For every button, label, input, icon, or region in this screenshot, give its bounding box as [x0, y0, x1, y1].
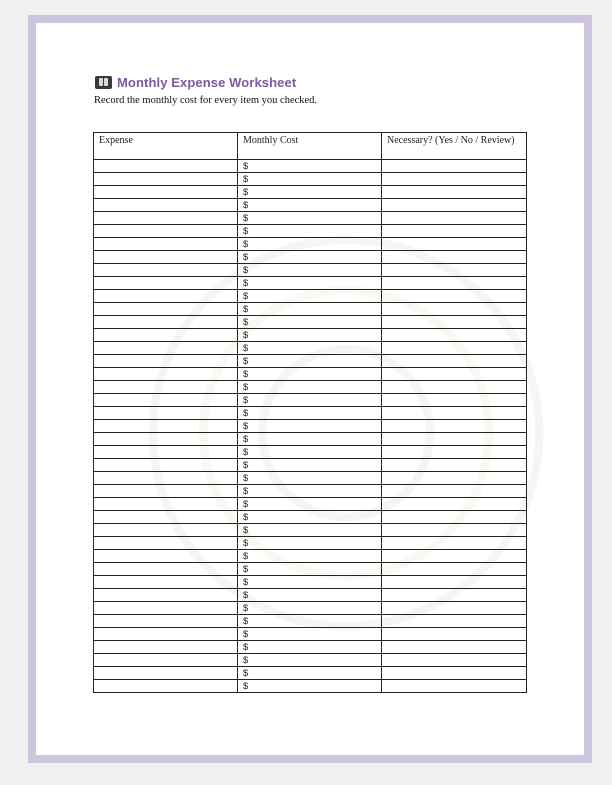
table-row: [94, 420, 527, 433]
dollar-sign: $: [243, 304, 249, 315]
dollar-sign: $: [243, 187, 249, 198]
table-body: [94, 160, 527, 693]
dollar-sign: $: [243, 603, 249, 614]
dollar-sign: $: [243, 382, 249, 393]
table-row: [94, 277, 527, 290]
necessary-cell[interactable]: [382, 160, 527, 173]
table-row: [94, 459, 527, 472]
table-row: [94, 407, 527, 420]
dollar-sign: $: [243, 317, 249, 328]
monthly-cost-cell[interactable]: [238, 537, 382, 550]
dollar-sign: $: [243, 564, 249, 575]
expense-cell[interactable]: [94, 238, 238, 251]
necessary-cell[interactable]: [382, 355, 527, 368]
table-row: [94, 186, 527, 199]
dollar-sign: $: [243, 525, 249, 536]
table-row: [94, 615, 527, 628]
dollar-sign: $: [243, 590, 249, 601]
dollar-sign: $: [243, 421, 249, 432]
necessary-cell[interactable]: [382, 199, 527, 212]
expense-cell[interactable]: [94, 420, 238, 433]
expense-cell[interactable]: [94, 316, 238, 329]
dollar-sign: $: [243, 551, 249, 562]
monthly-cost-cell[interactable]: [238, 641, 382, 654]
dollar-sign: $: [243, 356, 249, 367]
necessary-cell[interactable]: [382, 563, 527, 576]
necessary-cell[interactable]: [382, 329, 527, 342]
monthly-cost-cell[interactable]: [238, 355, 382, 368]
necessary-cell[interactable]: [382, 225, 527, 238]
table-row: [94, 160, 527, 173]
monthly-cost-cell[interactable]: [238, 628, 382, 641]
monthly-cost-cell[interactable]: [238, 381, 382, 394]
necessary-cell[interactable]: [382, 485, 527, 498]
table-row: [94, 628, 527, 641]
monthly-cost-cell[interactable]: [238, 199, 382, 212]
table-row: [94, 654, 527, 667]
monthly-cost-cell[interactable]: [238, 615, 382, 628]
necessary-cell[interactable]: [382, 420, 527, 433]
necessary-cell[interactable]: [382, 212, 527, 225]
table-row: [94, 199, 527, 212]
instruction-text: Record the monthly cost for every item you checked.: [94, 95, 318, 106]
expense-cell[interactable]: [94, 576, 238, 589]
table-row: [94, 290, 527, 303]
expense-cell[interactable]: [94, 173, 238, 186]
table-row: [94, 212, 527, 225]
table-row: [94, 680, 527, 693]
necessary-cell[interactable]: [382, 186, 527, 199]
monthly-cost-cell[interactable]: [238, 368, 382, 381]
dollar-sign: $: [243, 577, 249, 588]
necessary-cell[interactable]: [382, 680, 527, 693]
expense-cell[interactable]: [94, 355, 238, 368]
monthly-cost-cell[interactable]: [238, 238, 382, 251]
expense-cell[interactable]: [94, 394, 238, 407]
dollar-sign: $: [243, 291, 249, 302]
dollar-sign: $: [243, 434, 249, 445]
monthly-cost-cell[interactable]: [238, 342, 382, 355]
table-row: [94, 433, 527, 446]
dollar-sign: $: [243, 681, 249, 692]
expense-cell[interactable]: [94, 303, 238, 316]
table-row: [94, 316, 527, 329]
expense-cell[interactable]: [94, 563, 238, 576]
dollar-sign: $: [243, 239, 249, 250]
expense-cell[interactable]: [94, 472, 238, 485]
monthly-cost-cell[interactable]: [238, 563, 382, 576]
table-row: [94, 173, 527, 186]
necessary-cell[interactable]: [382, 433, 527, 446]
monthly-cost-cell[interactable]: [238, 225, 382, 238]
dollar-sign: $: [243, 486, 249, 497]
dollar-sign: $: [243, 408, 249, 419]
expense-cell[interactable]: [94, 199, 238, 212]
necessary-cell[interactable]: [382, 667, 527, 680]
dollar-sign: $: [243, 655, 249, 666]
table-row: [94, 485, 527, 498]
table-row: [94, 524, 527, 537]
monthly-cost-cell[interactable]: [238, 472, 382, 485]
table-row: [94, 251, 527, 264]
table-row: [94, 641, 527, 654]
necessary-cell[interactable]: [382, 446, 527, 459]
expense-cell[interactable]: [94, 524, 238, 537]
dollar-sign: $: [243, 265, 249, 276]
table-row: [94, 342, 527, 355]
expense-cell[interactable]: [94, 485, 238, 498]
expense-cell[interactable]: [94, 407, 238, 420]
monthly-cost-cell[interactable]: [238, 667, 382, 680]
dollar-sign: $: [243, 616, 249, 627]
table-row: [94, 537, 527, 550]
table-row: [94, 589, 527, 602]
monthly-cost-cell[interactable]: [238, 316, 382, 329]
monthly-cost-cell[interactable]: [238, 680, 382, 693]
monthly-cost-cell[interactable]: [238, 420, 382, 433]
expense-table: [93, 132, 527, 693]
expense-cell[interactable]: [94, 251, 238, 264]
expense-cell[interactable]: [94, 615, 238, 628]
necessary-cell[interactable]: [382, 628, 527, 641]
table-row: [94, 238, 527, 251]
monthly-cost-cell[interactable]: [238, 511, 382, 524]
monthly-cost-cell[interactable]: [238, 303, 382, 316]
monthly-cost-cell[interactable]: [238, 160, 382, 173]
dollar-sign: $: [243, 499, 249, 510]
table-row: [94, 394, 527, 407]
expense-cell[interactable]: [94, 589, 238, 602]
dollar-sign: $: [243, 252, 249, 263]
dollar-sign: $: [243, 395, 249, 406]
dollar-sign: $: [243, 473, 249, 484]
table-row: [94, 472, 527, 485]
expense-cell[interactable]: [94, 511, 238, 524]
expense-cell[interactable]: [94, 225, 238, 238]
expense-cell[interactable]: [94, 290, 238, 303]
monthly-cost-cell[interactable]: [238, 290, 382, 303]
dollar-sign: $: [243, 668, 249, 679]
monthly-cost-cell[interactable]: [238, 277, 382, 290]
expense-cell[interactable]: [94, 264, 238, 277]
necessary-cell[interactable]: [382, 264, 527, 277]
necessary-cell[interactable]: [382, 524, 527, 537]
dollar-sign: $: [243, 330, 249, 341]
table-row: [94, 355, 527, 368]
dollar-sign: $: [243, 642, 249, 653]
dollar-sign: $: [243, 200, 249, 211]
expense-cell[interactable]: [94, 160, 238, 173]
monthly-cost-cell[interactable]: [238, 186, 382, 199]
dollar-sign: $: [243, 538, 249, 549]
table-row: [94, 329, 527, 342]
necessary-cell[interactable]: [382, 381, 527, 394]
table-row: [94, 667, 527, 680]
expense-cell[interactable]: [94, 342, 238, 355]
necessary-cell[interactable]: [382, 550, 527, 563]
necessary-cell[interactable]: [382, 498, 527, 511]
expense-cell[interactable]: [94, 602, 238, 615]
necessary-cell[interactable]: [382, 394, 527, 407]
table-row: [94, 303, 527, 316]
expense-cell[interactable]: [94, 628, 238, 641]
monthly-cost-cell[interactable]: [238, 173, 382, 186]
necessary-cell[interactable]: [382, 459, 527, 472]
dollar-sign: $: [243, 213, 249, 224]
table-row: [94, 264, 527, 277]
header-necessary: Necessary? (Yes / No / Review): [382, 133, 527, 160]
table-row: [94, 511, 527, 524]
expense-cell[interactable]: [94, 537, 238, 550]
expense-cell[interactable]: [94, 368, 238, 381]
necessary-cell[interactable]: [382, 342, 527, 355]
necessary-cell[interactable]: [382, 303, 527, 316]
table-row: [94, 446, 527, 459]
necessary-cell[interactable]: [382, 602, 527, 615]
necessary-cell[interactable]: [382, 290, 527, 303]
necessary-cell[interactable]: [382, 173, 527, 186]
dollar-sign: $: [243, 369, 249, 380]
monthly-cost-cell[interactable]: [238, 264, 382, 277]
necessary-cell[interactable]: [382, 589, 527, 602]
monthly-cost-cell[interactable]: [238, 446, 382, 459]
monthly-cost-cell[interactable]: [238, 576, 382, 589]
necessary-cell[interactable]: [382, 251, 527, 264]
expense-cell[interactable]: [94, 641, 238, 654]
header-monthly-cost: Monthly Cost: [238, 133, 382, 160]
monthly-cost-cell[interactable]: [238, 394, 382, 407]
necessary-cell[interactable]: [382, 368, 527, 381]
monthly-cost-cell[interactable]: [238, 212, 382, 225]
expense-cell[interactable]: [94, 498, 238, 511]
page-title: Monthly Expense Worksheet: [117, 74, 297, 90]
dollar-sign: $: [243, 278, 249, 289]
monthly-cost-cell[interactable]: [238, 589, 382, 602]
monthly-cost-cell[interactable]: [238, 498, 382, 511]
necessary-cell[interactable]: [382, 537, 527, 550]
dollar-sign: $: [243, 460, 249, 471]
table-row: [94, 602, 527, 615]
necessary-cell[interactable]: [382, 615, 527, 628]
dollar-sign: $: [243, 343, 249, 354]
necessary-cell[interactable]: [382, 238, 527, 251]
monthly-cost-cell[interactable]: [238, 329, 382, 342]
dollar-sign: $: [243, 174, 249, 185]
necessary-cell[interactable]: [382, 277, 527, 290]
table-row: [94, 550, 527, 563]
expense-cell[interactable]: [94, 654, 238, 667]
monthly-cost-cell[interactable]: [238, 407, 382, 420]
expense-cell[interactable]: [94, 381, 238, 394]
expense-cell[interactable]: [94, 446, 238, 459]
expense-cell[interactable]: [94, 667, 238, 680]
monthly-cost-cell[interactable]: [238, 459, 382, 472]
expense-cell[interactable]: [94, 212, 238, 225]
title-row: [95, 74, 296, 90]
header-expense: Expense: [94, 133, 238, 160]
expense-cell[interactable]: [94, 329, 238, 342]
calculator-icon: [95, 76, 112, 89]
expense-cell[interactable]: [94, 433, 238, 446]
table-row: [94, 381, 527, 394]
necessary-cell[interactable]: [382, 576, 527, 589]
monthly-cost-cell[interactable]: [238, 524, 382, 537]
dollar-sign: $: [243, 161, 249, 172]
monthly-cost-cell[interactable]: [238, 251, 382, 264]
dollar-sign: $: [243, 226, 249, 237]
dollar-sign: $: [243, 629, 249, 640]
expense-cell[interactable]: [94, 680, 238, 693]
table-row: [94, 498, 527, 511]
necessary-cell[interactable]: [382, 472, 527, 485]
expense-cell[interactable]: [94, 277, 238, 290]
necessary-cell[interactable]: [382, 316, 527, 329]
necessary-cell[interactable]: [382, 654, 527, 667]
monthly-cost-cell[interactable]: [238, 550, 382, 563]
monthly-cost-cell[interactable]: [238, 485, 382, 498]
monthly-cost-cell[interactable]: [238, 433, 382, 446]
dollar-sign: $: [243, 512, 249, 523]
monthly-cost-cell[interactable]: [238, 602, 382, 615]
document-page: [28, 15, 592, 763]
table-row: [94, 225, 527, 238]
necessary-cell[interactable]: [382, 511, 527, 524]
table-row: [94, 368, 527, 381]
monthly-cost-cell[interactable]: [238, 654, 382, 667]
necessary-cell[interactable]: [382, 641, 527, 654]
expense-cell[interactable]: [94, 186, 238, 199]
expense-cell[interactable]: [94, 550, 238, 563]
necessary-cell[interactable]: [382, 407, 527, 420]
table-row: [94, 576, 527, 589]
table-header-row: [94, 133, 527, 160]
dollar-sign: $: [243, 447, 249, 458]
table-row: [94, 563, 527, 576]
expense-cell[interactable]: [94, 459, 238, 472]
